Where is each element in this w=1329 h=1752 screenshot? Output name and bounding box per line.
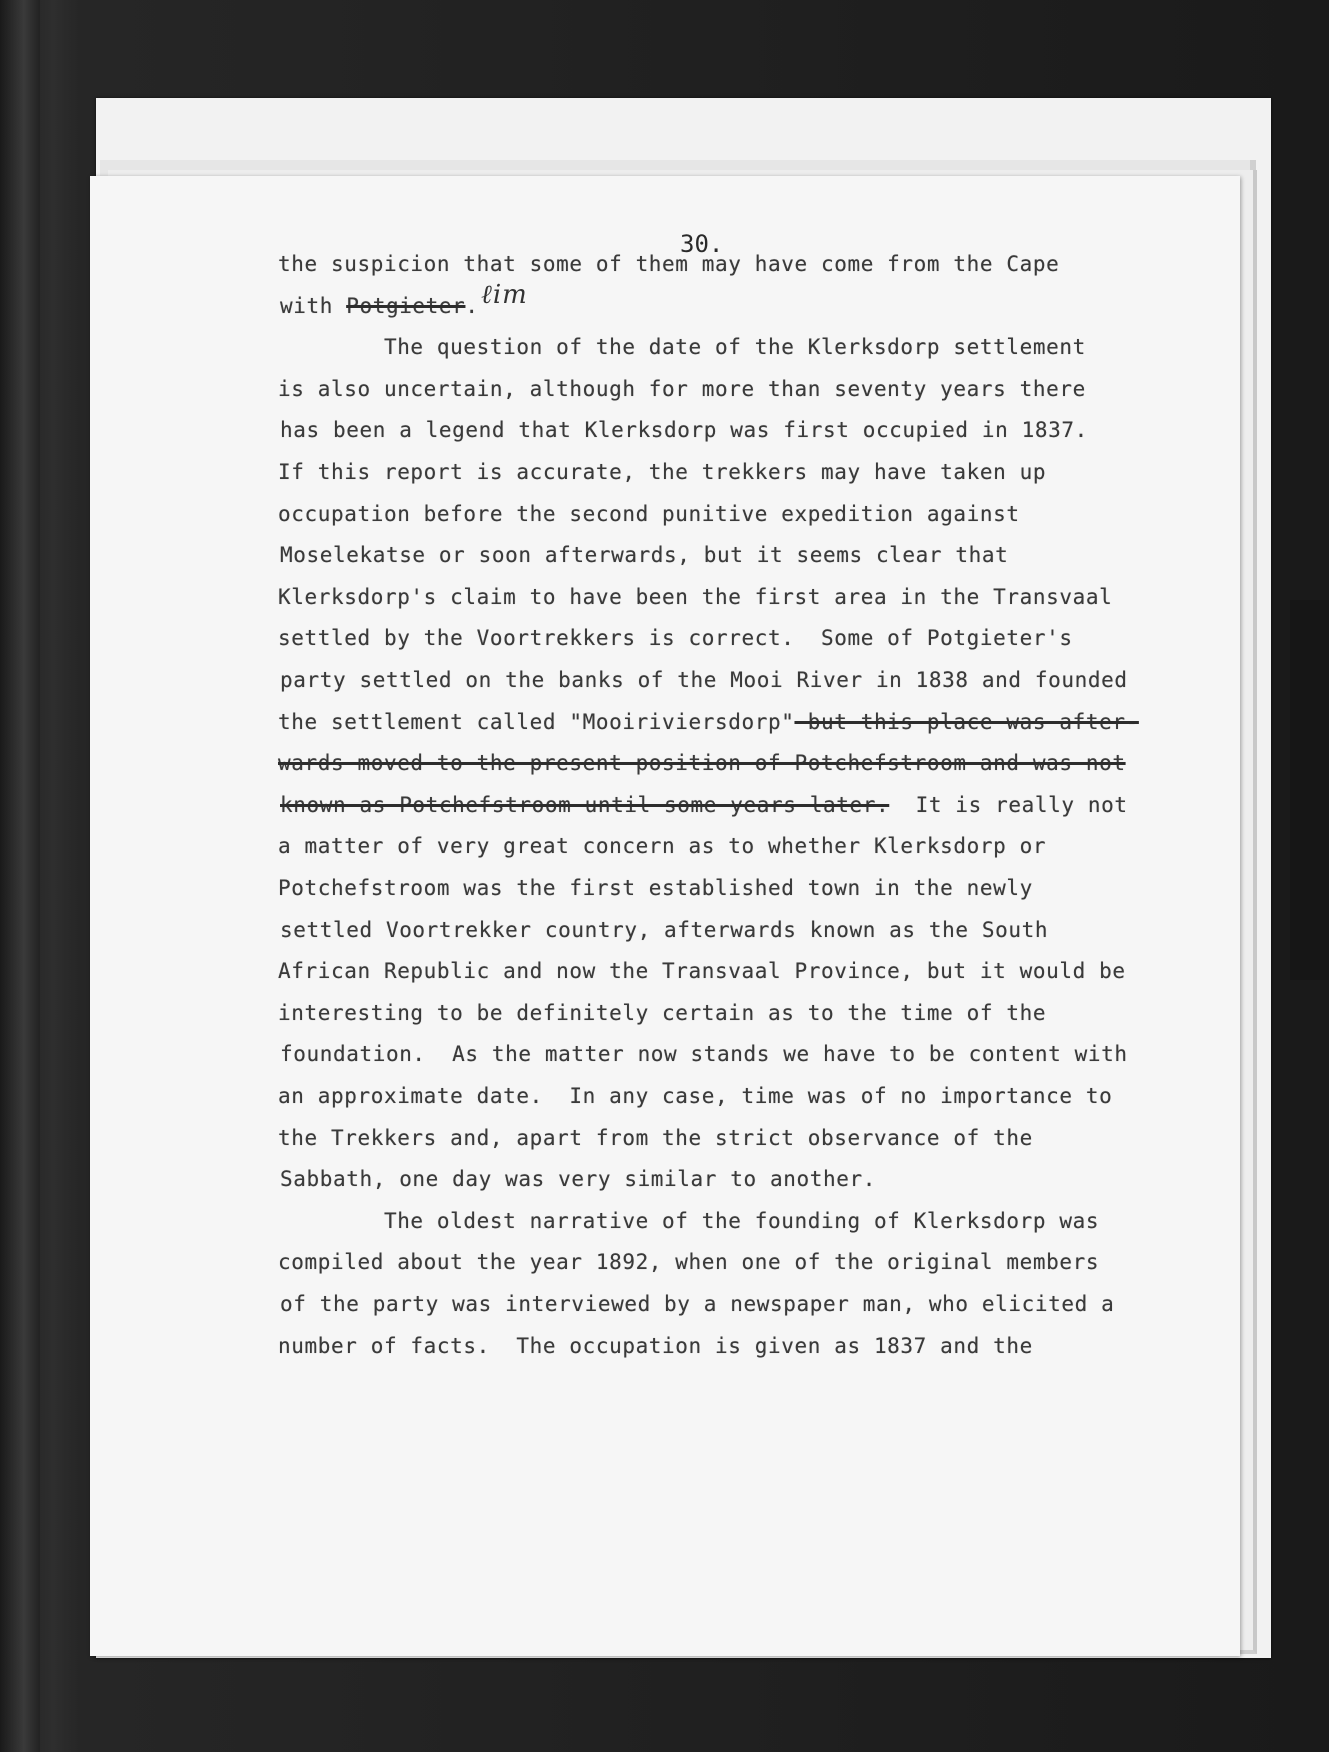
text-line	[278, 1209, 1099, 1233]
document-page	[90, 176, 1240, 1656]
text-line	[280, 918, 1048, 942]
text-segment: foundation. As the matter now stands we have to be content with	[280, 1042, 1128, 1067]
text-segment: an approximate date. In any case, time was of no importance to	[278, 1084, 1113, 1108]
text-segment: .	[465, 293, 479, 318]
text-segment: Klerksdorp's claim to have been the first area in the Transvaal	[278, 584, 1113, 609]
struck-text: wards moved to the present position of Potchefstroom and was not	[278, 751, 1126, 776]
text-line	[278, 959, 1126, 983]
text-line	[280, 793, 1128, 817]
text-line	[280, 1167, 876, 1191]
text-line	[278, 751, 1126, 775]
text-segment: the suspicion that some of them may have come from the Cape	[278, 252, 1060, 276]
text-segment: Potchefstroom was the first established town in the newly	[278, 876, 1033, 900]
text-line	[278, 502, 1020, 526]
text-line	[278, 252, 1059, 276]
text-segment: Sabbath, one day was very similar to another.	[280, 1167, 876, 1192]
text-line	[280, 1292, 1114, 1316]
text-segment: with	[280, 293, 347, 318]
text-line	[278, 1001, 1046, 1025]
text-segment: number of facts. The occupation is given as 1837 and the	[278, 1333, 1033, 1358]
text-segment: If this report is accurate, the trekkers may have taken up	[278, 460, 1047, 484]
text-segment: a matter of very great concern as to whether Klerksdorp or	[278, 834, 1047, 859]
text-line	[278, 710, 1139, 734]
text-line	[280, 543, 1008, 567]
text-segment: of the party was interviewed by a newspaper man, who elicited a	[280, 1292, 1115, 1316]
text-line	[278, 460, 1046, 484]
text-line	[278, 626, 1073, 650]
text-segment: the settlement called "Mooiriviersdorp"	[278, 709, 795, 734]
handwritten-initials: ℓim	[481, 280, 528, 310]
text-line	[280, 1042, 1128, 1066]
struck-text: Potgieter	[346, 293, 466, 318]
text-line	[278, 834, 1046, 858]
text-segment: The question of the date of the Klerksdorp settlement	[278, 335, 1086, 360]
struck-text: but this place was after-	[794, 709, 1139, 734]
text-line	[280, 418, 1088, 442]
struck-text: known as Potchefstroom until some years later.	[280, 792, 890, 817]
binder-edge	[0, 0, 40, 1752]
text-segment: party settled on the banks of the Mooi River in 1838 and founded	[280, 668, 1128, 692]
text-line	[280, 294, 479, 318]
text-segment: compiled about the year 1892, when one of the original members	[278, 1250, 1100, 1275]
text-segment: Moselekatse or soon afterwards, but it seems clear that	[280, 543, 1009, 568]
text-segment: the Trekkers and, apart from the strict observance of the	[278, 1125, 1033, 1150]
text-line	[278, 335, 1086, 359]
text-line	[278, 585, 1112, 609]
text-line	[278, 377, 1086, 401]
text-line	[278, 1334, 1033, 1358]
text-segment: interesting to be definitely certain as to the time of the	[278, 1000, 1047, 1025]
text-line	[278, 876, 1033, 900]
text-segment: The oldest narrative of the founding of Klerksdorp was	[278, 1208, 1100, 1233]
text-segment: occupation before the second punitive expedition against	[278, 501, 1020, 526]
text-line	[278, 1084, 1112, 1108]
text-line	[280, 668, 1128, 692]
text-segment: African Republic and now the Transvaal Province, but it would be	[278, 959, 1126, 984]
text-line	[278, 1250, 1099, 1274]
text-segment: is also uncertain, although for more than seventy years there	[278, 376, 1086, 401]
binder-tab	[1290, 600, 1329, 980]
text-segment: has been a legend that Klerksdorp was first occupied in 1837.	[280, 418, 1088, 443]
text-segment: It is really not	[889, 792, 1128, 817]
page-number: 30.	[680, 230, 724, 258]
text-segment: settled Voortrekker country, afterwards known as the South	[280, 917, 1049, 942]
text-segment: settled by the Voortrekkers is correct. Some of Potgieter's	[278, 626, 1073, 651]
text-line	[278, 1126, 1033, 1150]
